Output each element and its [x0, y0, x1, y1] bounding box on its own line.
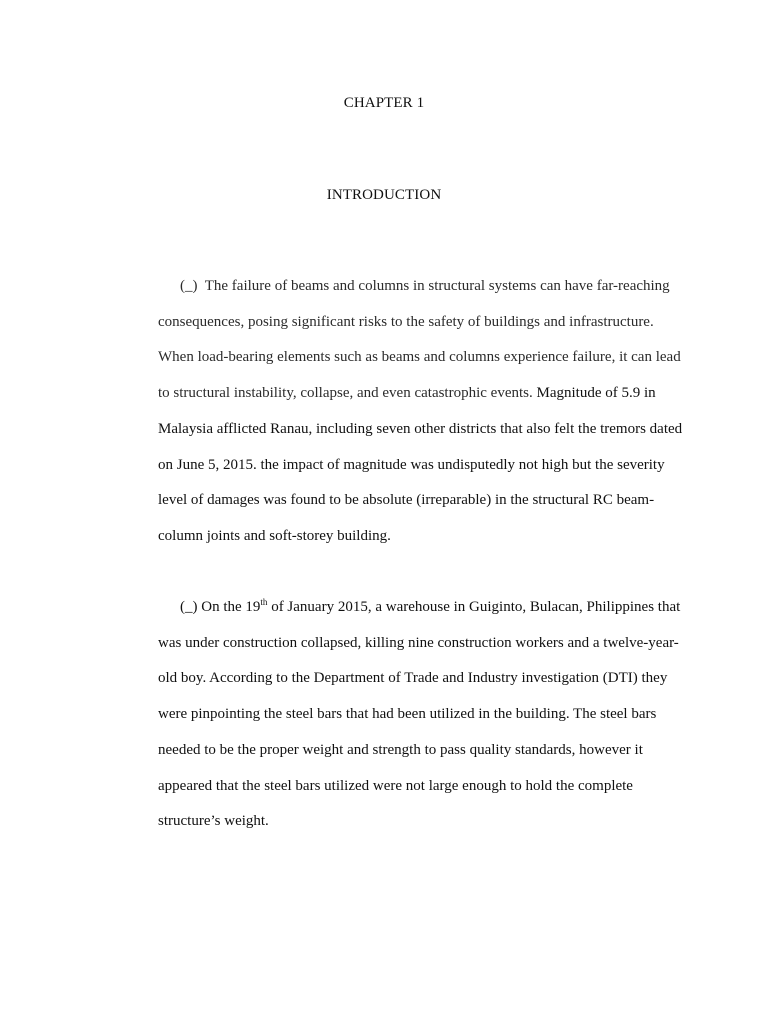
paragraph-1-marker: (_): [180, 278, 198, 294]
paragraph-1-text-a: The failure of beams and columns in structural systems can have far-reaching consequences, posing significant risks to the safety of buildings and infrastructure. When load-bearing elements such as beams and columns experience failure, it can lead to structural instability, collapse, and even catastrophic events.: [158, 278, 681, 402]
section-title: INTRODUCTION: [326, 187, 442, 203]
paragraph-2-text: of January 2015, a warehouse in Guiginto, Bulacan, Philippines that was under construction collapsed, killing nine construction workers and a twelve-year-old boy. According to the Department of Trade and Industry investigation (DTI) they were pinpointing the steel bars that had been utilized in the building. The steel bars needed to be the proper weight and strength to pass quality standards, however it appeared that the steel bars utilized were not large enough to hold the complete structure’s weight.: [158, 599, 681, 830]
paragraph-2-lead: On the 19: [201, 599, 261, 615]
paragraph-2: [158, 590, 688, 840]
paragraph-2-marker: (_): [180, 599, 198, 615]
paragraph-1-text-b: Magnitude of 5.9 in Malaysia afflicted Ranau, including seven other districts that also felt the tremors dated on June 5, 2015. the impact of magnitude was undisputedly not high but the severity level of damages was found to be absolute (irreparable) in the structural RC beam-column joints and soft-storey building.: [158, 385, 683, 544]
paragraph-1: [158, 269, 688, 555]
paragraph-2-superscript: th: [260, 597, 268, 607]
chapter-label: CHAPTER 1: [343, 95, 425, 111]
